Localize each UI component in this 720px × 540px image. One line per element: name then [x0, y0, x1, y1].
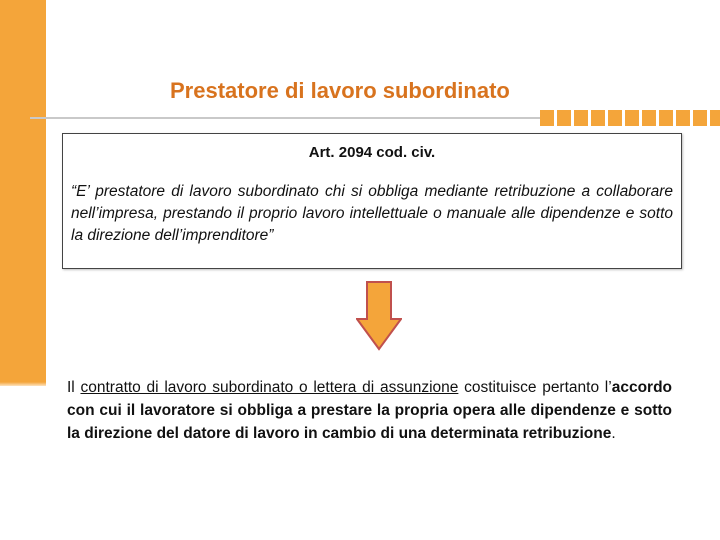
definition-period: . [611, 425, 616, 442]
definition-paragraph [67, 376, 672, 445]
decorative-squares [540, 110, 720, 126]
left-accent-bar [0, 0, 46, 382]
title-underline-rule [30, 117, 542, 119]
definition-connector: costituisce pertanto l’ [458, 379, 612, 396]
slide-title: Prestatore di lavoro subordinato [170, 78, 510, 103]
definition-intro: Il [67, 379, 81, 396]
definition-underlined-term: contratto di lavoro subordinato o lettera di assunzione [80, 379, 459, 396]
article-quote-box [62, 133, 682, 269]
definition-bold-text: accordo con cui il lavoratore si obbliga a prestare la propria opera alle dipendenze e sotto la direzione del datore di lavoro in cambio di una determinata retribuzione [67, 379, 673, 442]
article-reference: Art. 2094 cod. civ. [308, 144, 436, 161]
left-accent-bar-fade [0, 382, 46, 386]
article-quote-text: “E’ prestatore di lavoro subordinato chi si obbliga mediante retribuzione a collaborare nell’impresa, prestando il proprio lavoro intellettuale o manuale alle dipendenze e sotto la direzione dell’imprenditore” [71, 183, 673, 244]
down-arrow-icon [356, 281, 402, 351]
